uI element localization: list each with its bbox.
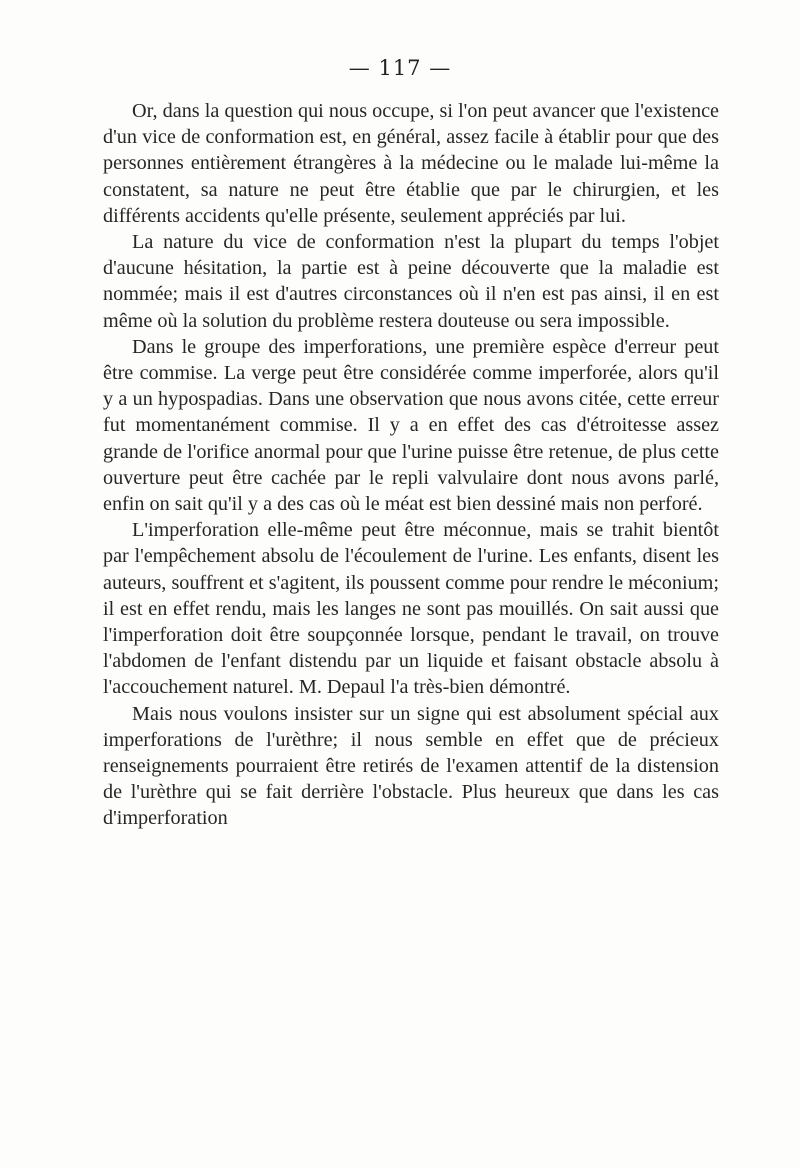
paragraph-3: Dans le groupe des imperforations, une première espèce d'erreur peut être commise. La verge peut être considérée comme imperforée, alors qu'il y a un hypospadias. Dans une observation que nous avons citée, cette erreur fut momentanément commise. Il y a en effet des cas d'étroitesse assez grande de l'orifice anormal pour que l'urine puisse être retenue, de plus cette ouverture peut être cachée par le repli valvulaire dont nous avons parlé, enfin on sait qu'il y a des cas où le méat est bien dessiné mais non perforé. [103,335,719,516]
text-body [103,98,719,832]
page-number: — 117 — [348,56,452,80]
paragraph-1: Or, dans la question qui nous occupe, si l'on peut avancer que l'existence d'un vice de conformation est, en général, assez facile à établir pour que des personnes entièrement étrangères à la médecine ou le malade lui-même la constatent, sa nature ne peut être établie que par le chirurgien, et les différents accidents qu'elle présente, seulement appréciés par lui. [103,100,719,227]
paragraph-5: Mais nous voulons insister sur un signe qui est absolument spécial aux imperforations de l'urèthre; il nous semble en effet que de précieux renseignements pourraient être retirés de l'examen attentif de la distension de l'urèthre qui se fait derrière l'obstacle. Plus heureux que dans les cas d'imperforation [103,702,719,830]
paragraph-4: L'imperforation elle-même peut être méconnue, mais se trahit bientôt par l'empêchement absolu de l'écoulement de l'urine. Les enfants, disent les auteurs, souffrent et s'agitent, ils poussent comme pour rendre le méconium; il est en effet rendu, mais les langes ne sont pas mouillés. On sait aussi que l'imperforation doit être soupçonnée lorsque, pendant le travail, on trouve l'abdomen de l'enfant distendu par un liquide et faisant obstacle absolu à l'accouchement naturel. M. Depaul l'a très-bien démontré. [103,519,719,699]
paragraph-2: La nature du vice de conformation n'est la plupart du temps l'objet d'aucune hésitation, la partie est à peine découverte que la maladie est nommée; mais il est d'autres circonstances où il n'en est pas ainsi, il en est même où la solution du problème restera douteuse ou sera impossible. [103,231,719,332]
